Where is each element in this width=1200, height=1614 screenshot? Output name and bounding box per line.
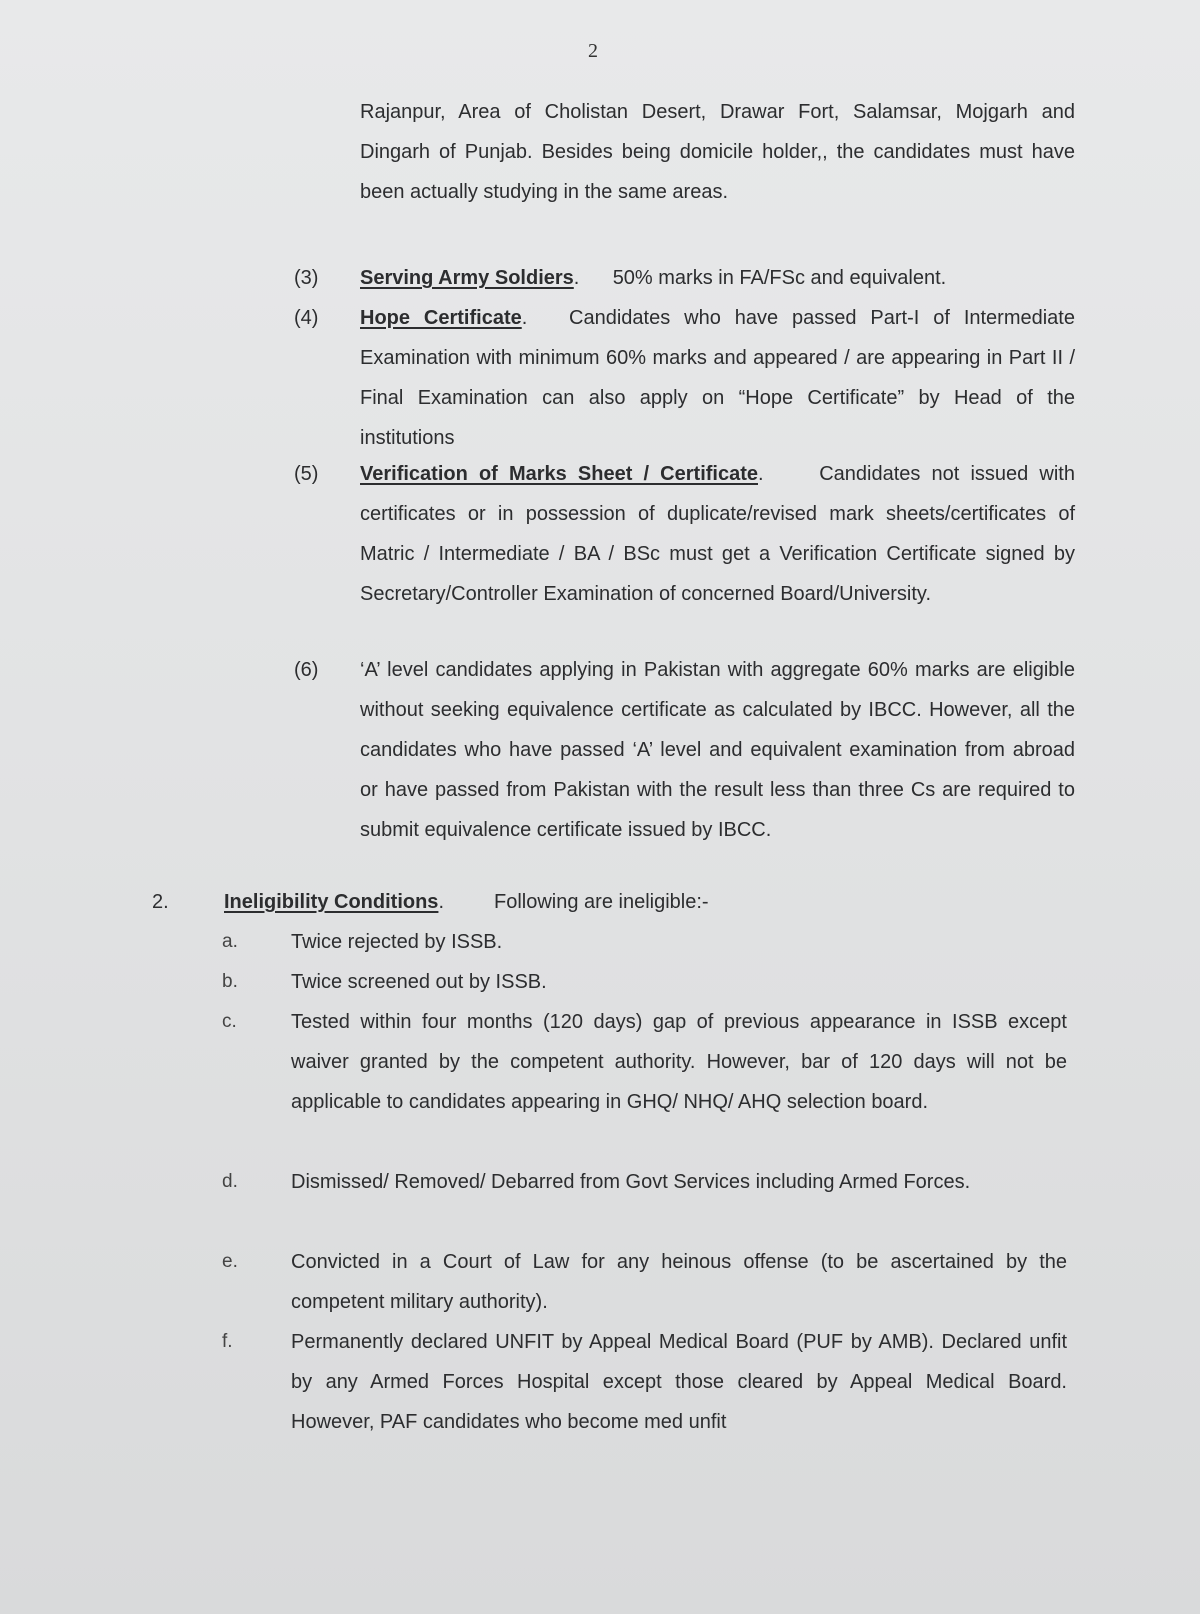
item-letter: e. — [222, 1251, 238, 1272]
continuation-text: Rajanpur, Area of Cholistan Desert, Drawar Fort, Salamsar, Mojgarh and Dingarh of Punjab. Besides being domicile holder,, the candidates must have been actually studying in the same areas. — [360, 101, 1075, 203]
item-body: 50% marks in FA/FSc and equivalent. — [612, 267, 947, 289]
item-heading: Serving Army Soldiers — [360, 267, 574, 289]
item-letter: d. — [222, 1171, 238, 1192]
item-body: Candidates not issued with certificates or in possession of duplicate/revised mark sheets/certificates of Matric / Intermediate / BA / BSc must get a Verification Certificate signed by Secretary/Controller Examination of concerned Board/University. — [360, 463, 1075, 605]
item-number: (6) — [294, 659, 319, 681]
item-text: Tested within four months (120 days) gap of previous appearance in ISSB except waiver granted by the competent authority. However, bar of 120 days will not be applicable to candidates appearing in GHQ/ NHQ/ AHQ selection board. — [291, 1011, 1067, 1113]
item-number: (3) — [294, 267, 319, 289]
item-text: Twice screened out by ISSB. — [291, 971, 547, 993]
item-letter: f. — [222, 1331, 233, 1352]
item-text: Hope Certificate. Candidates who have passed Part-I of Intermediate Examination with minimum 60% marks and appeared / are appearing in Part II / Final Examination can also apply on “Hope Certificate” by Head of the institutions — [360, 307, 1075, 449]
page-number: 2 — [588, 40, 598, 62]
item-text: Serving Army Soldiers. 50% marks in FA/FSc and equivalent. — [360, 267, 947, 289]
item-text: Convicted in a Court of Law for any heinous offense (to be ascertained by the competent military authority). — [291, 1251, 1067, 1313]
item-text: Dismissed/ Removed/ Debarred from Govt Services including Armed Forces. — [291, 1171, 971, 1193]
item-heading: Verification of Marks Sheet / Certificate — [360, 463, 758, 485]
item-text: Verification of Marks Sheet / Certificate. Candidates not issued with certificates or in possession of duplicate/revised mark sheets/certificates of Matric / Intermediate / BA / BSc must get a Verification Certificate signed by Secretary/Controller Examination of concerned Board/University. — [360, 463, 1075, 605]
item-body: Candidates who have passed Part-I of Intermediate Examination with minimum 60% marks and appeared / are appearing in Part II / Final Examination can also apply on “Hope Certificate” by Head of the institutions — [360, 307, 1075, 449]
item-text: Twice rejected by ISSB. — [291, 931, 503, 953]
item-number: (4) — [294, 307, 319, 329]
section-heading-line: Ineligibility Conditions. Following are ineligible:- — [224, 891, 709, 913]
item-letter: b. — [222, 971, 238, 992]
item-letter: c. — [222, 1011, 237, 1032]
item-letter: a. — [222, 931, 238, 952]
item-text: Permanently declared UNFIT by Appeal Medical Board (PUF by AMB). Declared unfit by any Armed Forces Hospital except those cleared by Appeal Medical Board. However, PAF candidates who become med unfit — [291, 1331, 1067, 1433]
item-text: ‘A’ level candidates applying in Pakistan with aggregate 60% marks are eligible without seeking equivalence certificate as calculated by IBCC. However, all the candidates who have passed ‘A’ level and equivalent examination from abroad or have passed from Pakistan with the result less than three Cs are required to submit equivalence certificate issued by IBCC. — [360, 659, 1075, 841]
item-number: (5) — [294, 463, 319, 485]
section-number: 2. — [152, 891, 169, 913]
section-lead: Following are ineligible:- — [494, 891, 709, 913]
item-heading: Hope Certificate — [360, 307, 522, 329]
section-heading: Ineligibility Conditions — [224, 891, 439, 913]
